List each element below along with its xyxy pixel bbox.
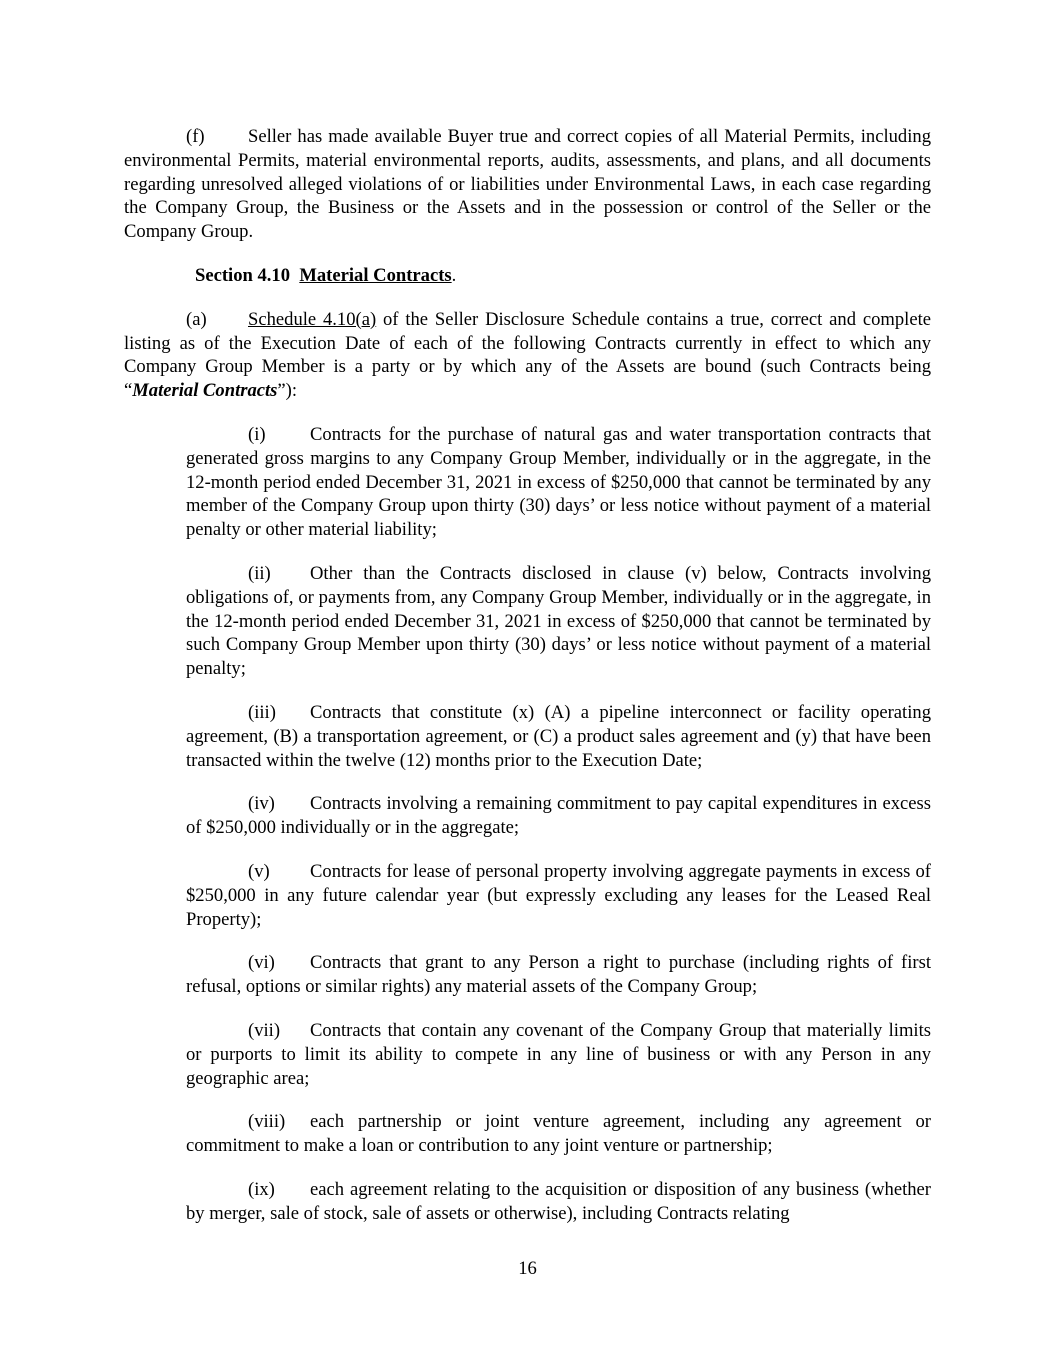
list-item-label: (vi) xyxy=(248,952,275,974)
list-item-label: (vii) xyxy=(248,1019,281,1041)
list-item-label: (ix) xyxy=(248,1178,275,1200)
list-item-ix xyxy=(186,1178,931,1226)
list-item-v xyxy=(186,860,931,931)
list-item-text: Contracts for lease of personal property involving aggregate payments in excess of $250,000 in any future calendar year (but expressly excluding any leases for the Leased Real Property); xyxy=(186,860,931,930)
paragraph-text-end: ”): xyxy=(277,380,298,402)
list-item-iv xyxy=(186,792,931,840)
list-item-vi xyxy=(186,951,931,999)
section-heading xyxy=(124,264,931,288)
list-item-text: Contracts for the purchase of natural gas and water transportation contracts that generated gross margins to any Company Group Member, individually or in the aggregate, in the 12-month period ended December 31, 2021 in excess of $250,000 that cannot be terminated by any member of the Company Group upon thirty (30) days’ or less notice without payment of a material penalty or other material liability; xyxy=(186,423,931,541)
list-item-iii xyxy=(186,701,931,772)
list-item-ii xyxy=(186,562,931,681)
list-item-text: each partnership or joint venture agreement, including any agreement or commitment to make a loan or contribution to any joint venture or partnership; xyxy=(186,1111,931,1157)
section-title-period: . xyxy=(451,264,457,286)
list-item-text: each agreement relating to the acquisition or disposition of any business (whether by merger, sale of stock, sale of assets or otherwise), including Contracts relating xyxy=(186,1178,931,1224)
list-item-label: (i) xyxy=(248,423,266,445)
list-item-label: (iv) xyxy=(248,793,275,815)
paragraph-f xyxy=(124,125,931,244)
section-number: Section 4.10 xyxy=(195,264,291,286)
schedule-reference: Schedule 4.10(a) xyxy=(248,308,377,330)
section-title: Material Contracts xyxy=(299,264,452,286)
list-item-text: Other than the Contracts disclosed in clause (v) below, Contracts involving obligations of, or payments from, any Company Group Member, individually or in the aggregate, in the 12-month period ended December 31, 2021 in excess of $250,000 that cannot be terminated by such Company Group Member upon thirty (30) days’ or less notice without payment of a material penalty; xyxy=(186,562,931,680)
list-item-text: Contracts involving a remaining commitment to pay capital expenditures in excess of $250,000 individually or in the aggregate; xyxy=(186,793,931,839)
list-item-label: (v) xyxy=(248,860,270,882)
paragraph-label: (a) xyxy=(186,308,207,330)
list-item-text: Contracts that grant to any Person a right to purchase (including rights of first refusal, options or similar rights) any material assets of the Company Group; xyxy=(186,952,931,998)
list-item-vii xyxy=(186,1019,931,1090)
list-item-label: (iii) xyxy=(248,701,276,723)
list-item-text: Contracts that constitute (x) (A) a pipeline interconnect or facility operating agreement, (B) a transportation agreement, or (C) a product sales agreement and (y) that have been transacted within the twelve (12) months prior to the Execution Date; xyxy=(186,701,931,771)
paragraph-a xyxy=(124,308,931,403)
paragraph-text: Seller has made available Buyer true and correct copies of all Material Permits, including environmental Permits, material environmental reports, audits, assessments, and plans, and all documents regarding unresolved alleged violations of or liabilities under Environmental Laws, in each case regarding the Company Group, the Business or the Assets and in the possession or control of the Seller or the Company Group. xyxy=(124,126,931,243)
list-item-label: (viii) xyxy=(248,1111,286,1133)
page-number: 16 xyxy=(518,1258,537,1279)
paragraph-label: (f) xyxy=(186,126,205,147)
list-item-label: (ii) xyxy=(248,562,271,584)
list-item-i xyxy=(186,423,931,542)
paragraph-text: of the Seller Disclosure Schedule contains a true, correct and complete listing as of the Execution Date of each of the following Contracts currently in effect to which any Company Group Member is a party or by which any of the Assets are bound (such Contracts being “ xyxy=(124,308,931,402)
document-page xyxy=(124,125,931,1225)
defined-term: Material Contracts xyxy=(132,380,278,402)
list-item-viii xyxy=(186,1110,931,1158)
list-item-text: Contracts that contain any covenant of the Company Group that materially limits or purports to limit its ability to compete in any line of business or with any Person in any geographic area; xyxy=(186,1019,931,1089)
